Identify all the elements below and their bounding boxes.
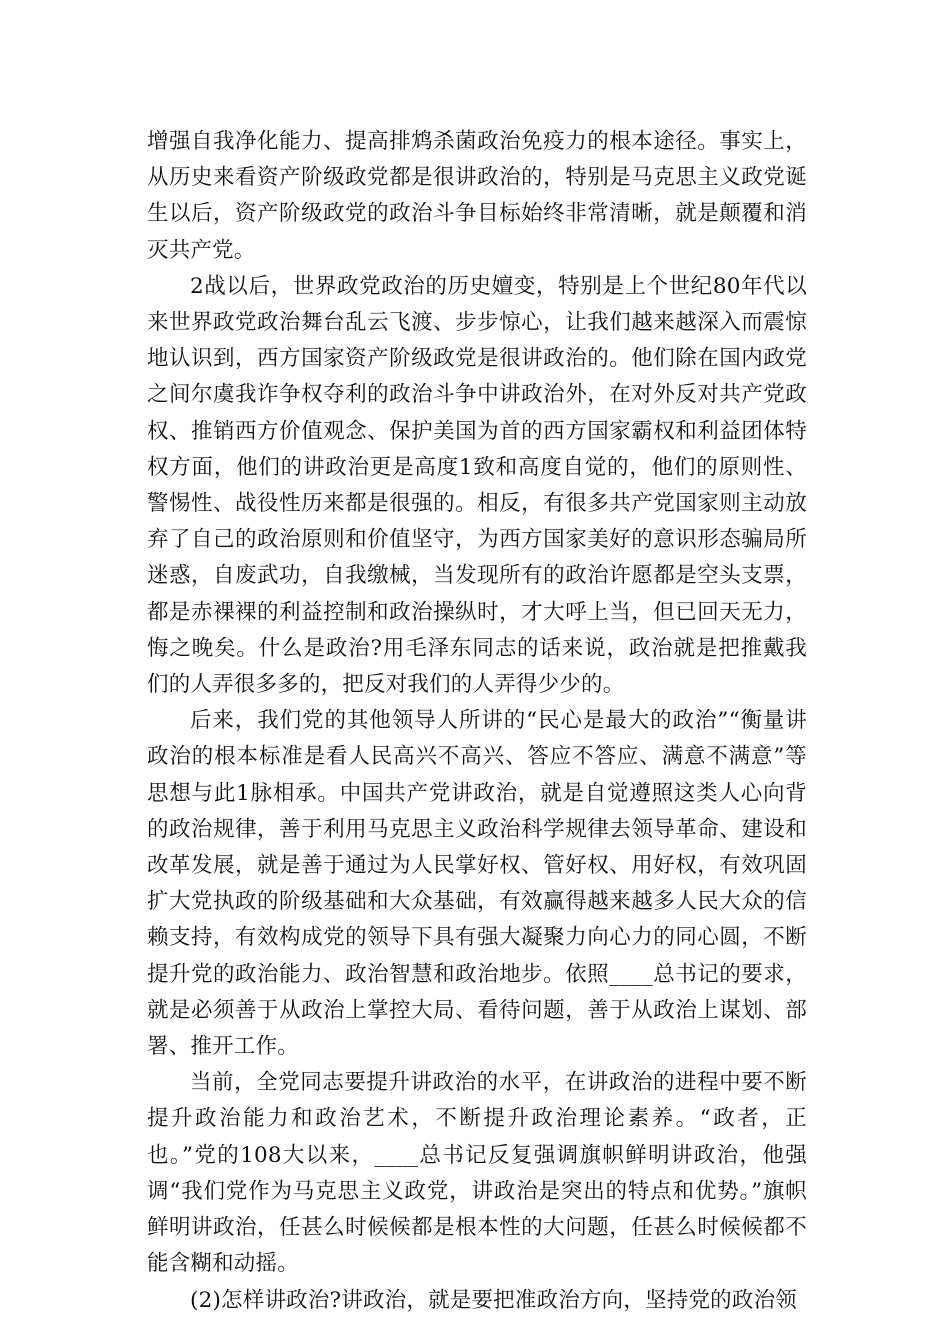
document-body	[147, 124, 807, 1319]
paragraph-2: 2战以后，世界政党政治的历史嬗变，特别是上个世纪80年代以来世界政党政治舞台乱云飞渡、步步惊心，让我们越来越深入而震惊地认识到，西方国家资产阶级政党是很讲政治的。他们除在国内政党之间尔虞我诈争权夺利的政治斗争中讲政治外，在对外反对共产党政权、推销西方价值观念、保护美国为首的西方国家霸权和利益团体特权方面，他们的讲政治更是高度1致和高度自觉的，他们的原则性、警惕性、战役性历来都是很强的。相反，有很多共产党国家则主动放弃了自己的政治原则和价值坚守，为西方国家美好的意识形态骗局所迷惑，自废武功，自我缴械，当发现所有的政治许愿都是空头支票，都是赤裸裸的利益控制和政治操纵时，才大呼上当，但已回天无力，悔之晚矣。什么是政治?用毛泽东同志的话来说，政治就是把推戴我们的人弄很多多的，把反对我们的人弄得少少的。	[147, 273, 807, 698]
paragraph-3: 后来，我们党的其他领导人所讲的“民心是最大的政治”“衡量讲政治的根本标准是看人民高兴不高兴、答应不答应、满意不满意”等思想与此1脉相承。中国共产党讲政治，就是自觉遵照这类人心向背的政治规律，善于利用马克思主义政治科学规律去领导革命、建设和改革发展，就是善于通过为人民掌好权、管好权、用好权，有效巩固扩大党执政的阶级基础和大众基础，有效赢得越来越多人民大众的信赖支持，有效构成党的领导下具有强大凝聚力向心力的同心圆，不断提升党的政治能力、政治智慧和政治地步。依照____总书记的要求，就是必须善于从政治上掌控大局、看待问题，善于从政治上谋划、部署、推开工作。	[147, 708, 807, 1060]
paragraph-1: 增强自我净化能力、提高排鸩杀菌政治免疫力的根本途径。事实上，从历史来看资产阶级政党都是很讲政治的，特别是马克思主义政党诞生以后，资产阶级政党的政治斗争目标始终非常清晰，就是颠覆和消灭共产党。	[147, 129, 807, 263]
paragraph-4: 当前，全党同志要提升讲政治的水平，在讲政治的进程中要不断提升政治能力和政治艺术，不断提升政治理论素养。“政者，正也。”党的108大以来，____总书记反复强调旗帜鲜明讲政治，他强调“我们党作为马克思主义政党，讲政治是突出的特点和优势。”旗帜鲜明讲政治，任甚么时候候都是根本性的大问题，任甚么时候候都不能含糊和动摇。	[147, 1070, 807, 1277]
paragraph-5: (2)怎样讲政治?讲政治，就是要把准政治方向，坚持党的政治领	[190, 1287, 797, 1313]
